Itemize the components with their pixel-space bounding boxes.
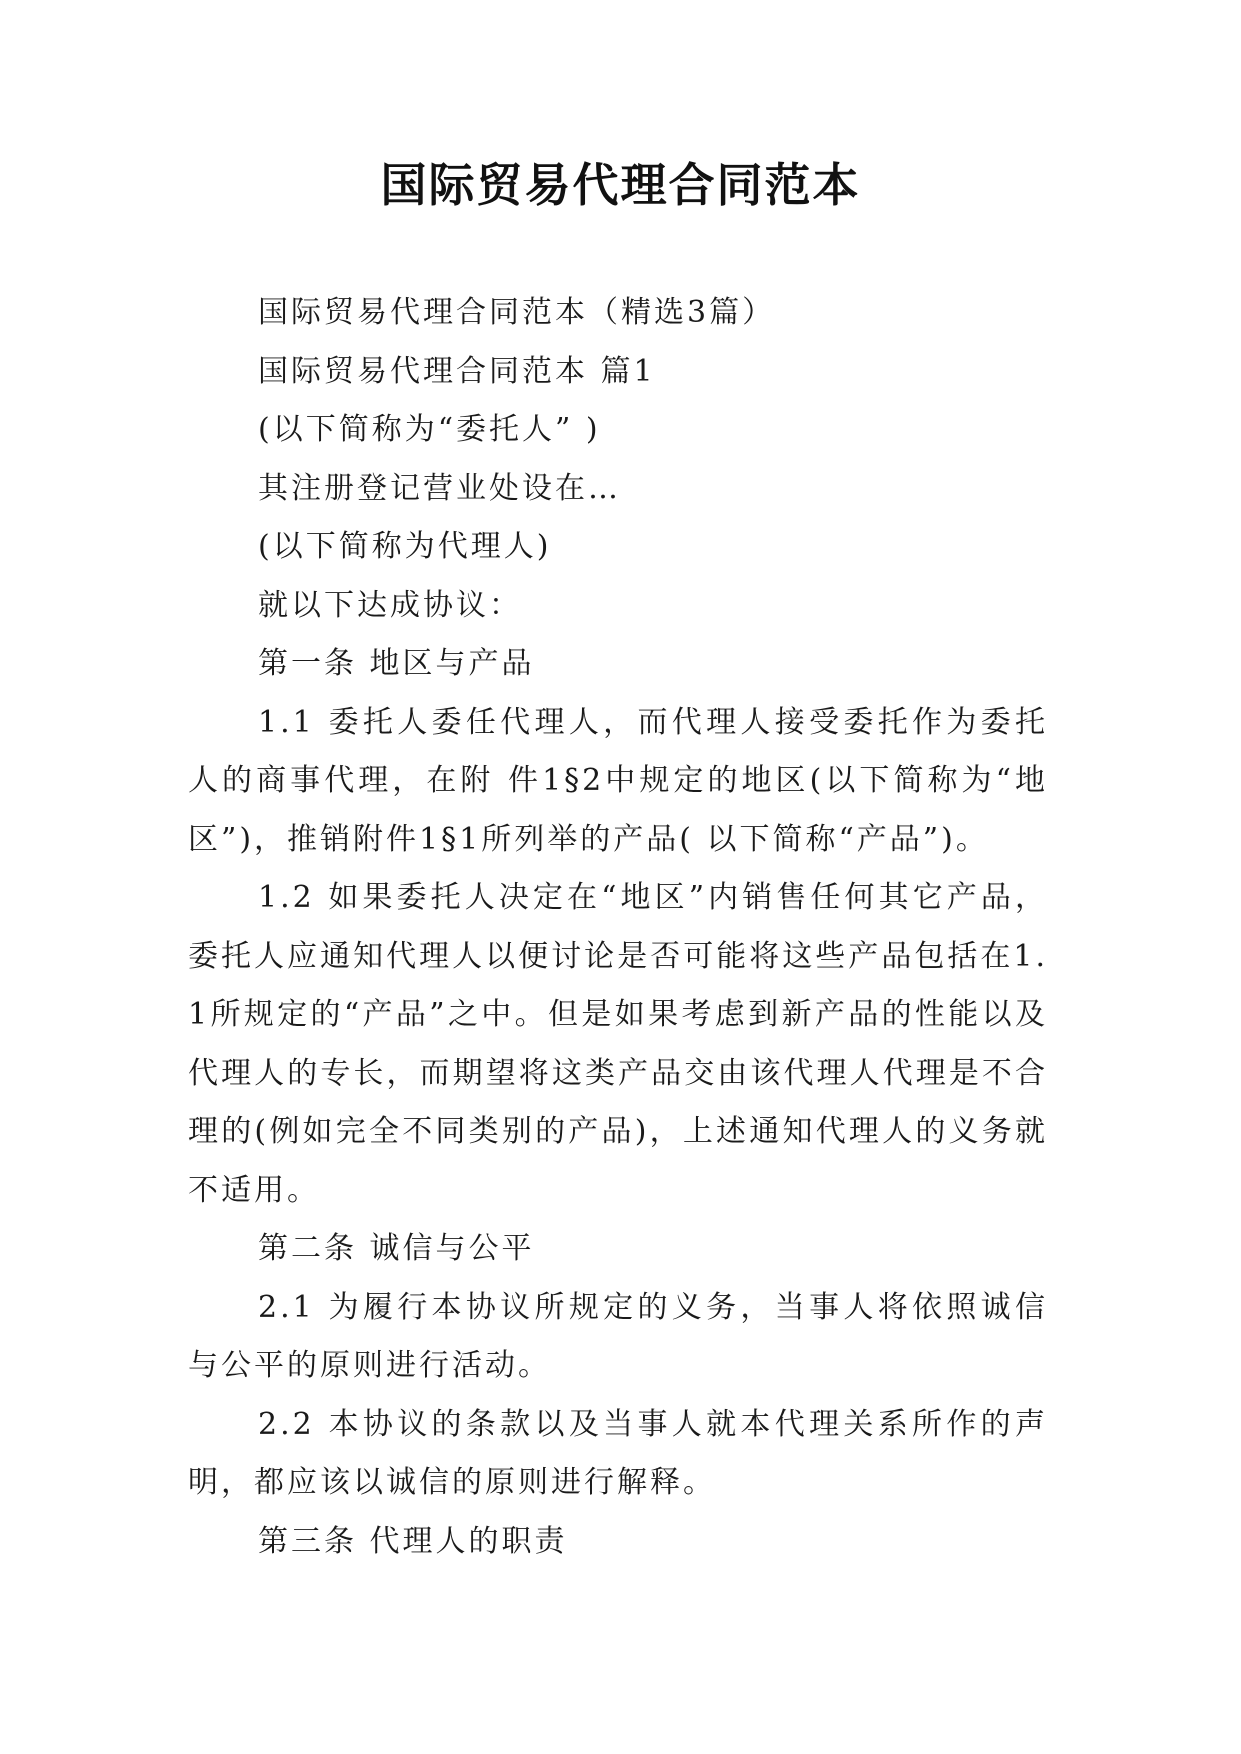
article-heading: 第三条 代理人的职责: [258, 1523, 568, 1559]
body-line: (以下简称为“委托人” ): [258, 412, 601, 447]
body-line: 就以下达成协议：: [258, 587, 522, 623]
clause-paragraph: 2.1 为履行本协议所规定的义务，当事人将依照诚信与公平的原则进行活动。: [188, 1289, 1048, 1383]
document-title: 国际贸易代理合同范本: [380, 158, 861, 212]
document-body: [188, 284, 1048, 1571]
article-heading: 第一条 地区与产品: [258, 646, 535, 681]
article-heading: 第二条 诚信与公平: [258, 1231, 535, 1266]
body-line: 其注册登记营业处设在…: [258, 470, 621, 506]
clause-paragraph: 1.2 如果委托人决定在“地区”内销售任何其它产品，委托人应通知代理人以便讨论是否可能将这些产品包括在1.1所规定的“产品”之中。但是如果考虑到新产品的性能以及代理人的专长，而期望将这类产品交由该代理人代理是不合理的(例如完全不同类别的产品)，上述通知代理人的义务就不适用。: [188, 880, 1048, 1208]
body-line: (以下简称为代理人): [258, 529, 552, 564]
clause-paragraph: 1.1 委托人委任代理人，而代理人接受委托作为委托人的商事代理，在附 件1§2中规定的地区(以下简称为“地区”)，推销附件1§1所列举的产品( 以下简称“产品”)。: [188, 704, 1048, 857]
section-heading: 国际贸易代理合同范本 篇1: [258, 353, 656, 389]
subtitle-line: 国际贸易代理合同范本（精选3篇）: [258, 295, 776, 330]
clause-paragraph: 2.2 本协议的条款以及当事人就本代理关系所作的声明，都应该以诚信的原则进行解释。: [188, 1406, 1048, 1500]
